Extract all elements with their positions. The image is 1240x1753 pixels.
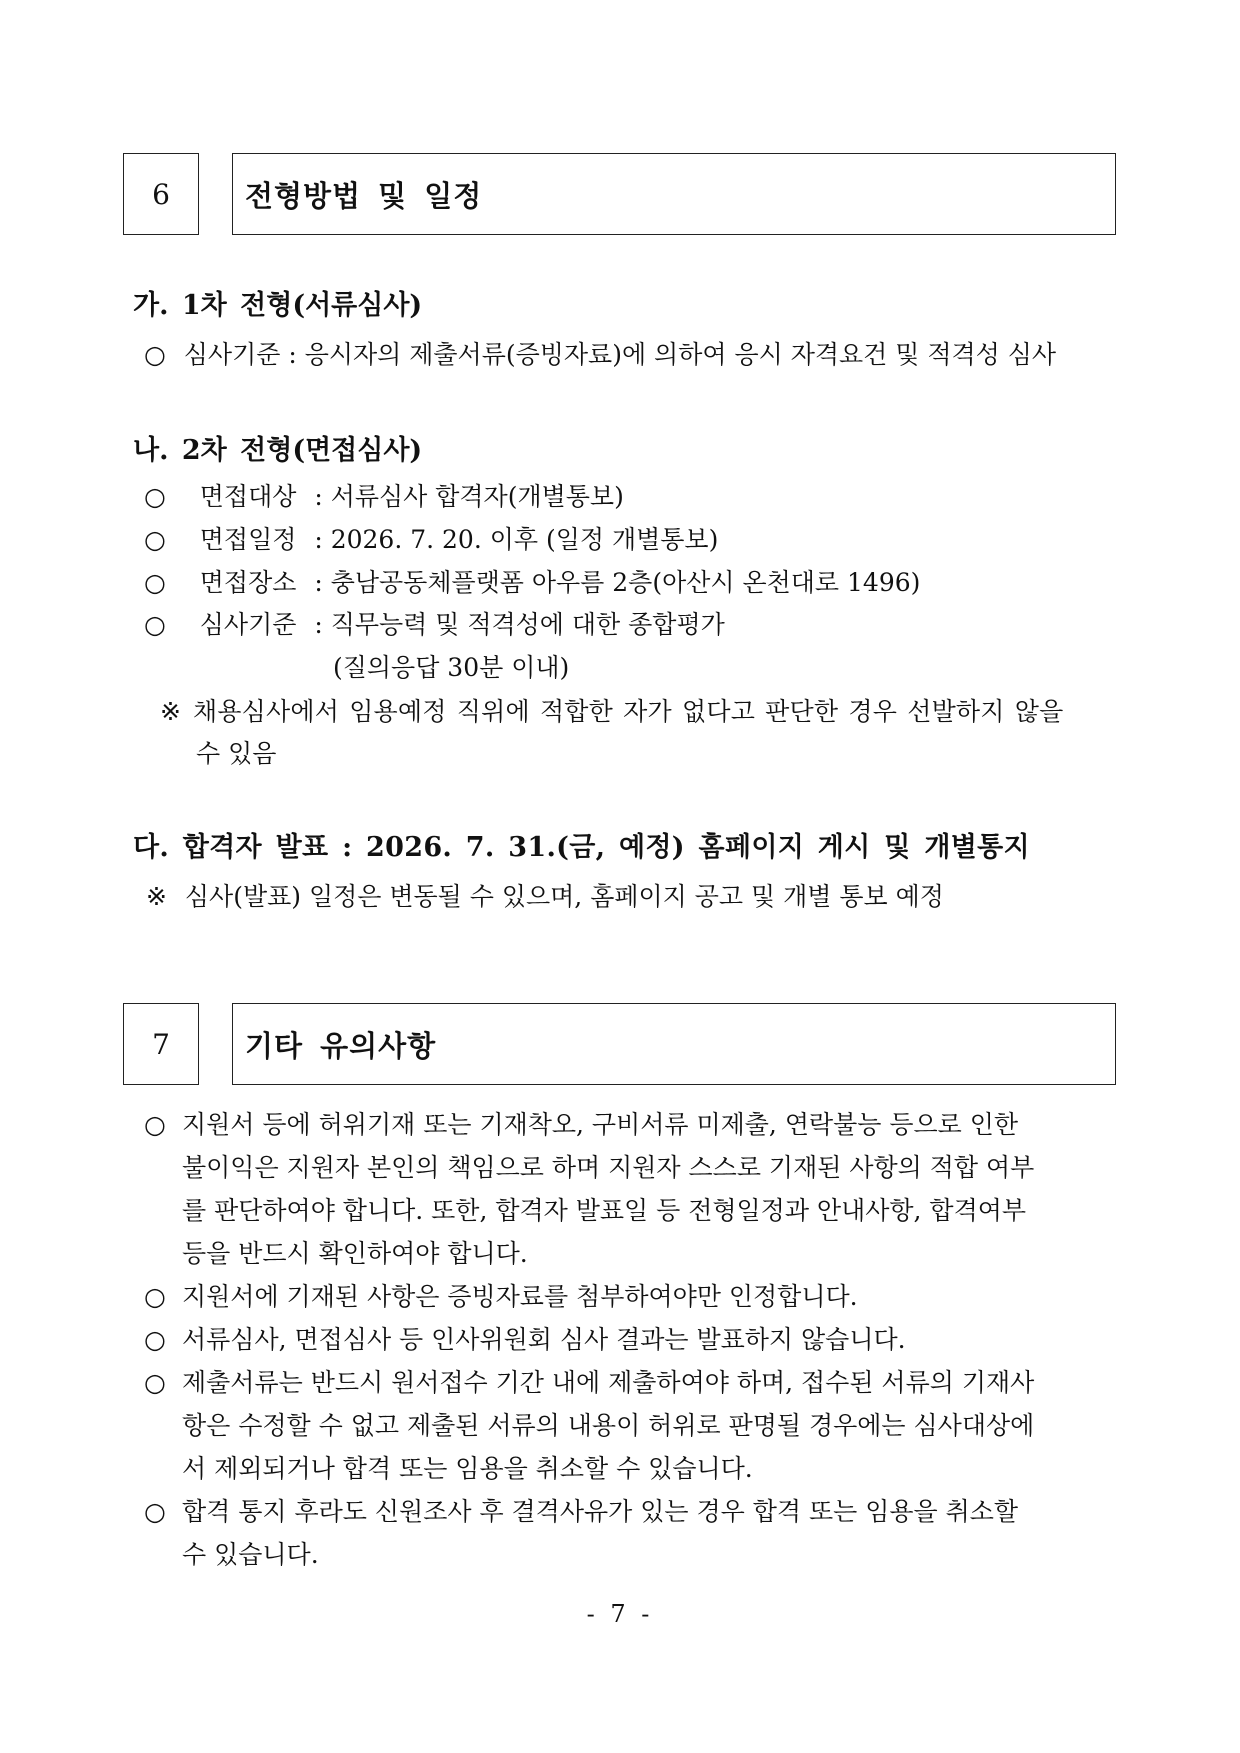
section-6-na-heading: 나. 2차 전형(면접심사) bbox=[133, 435, 423, 466]
section-6-title: 전형방법 및 일정 bbox=[245, 178, 483, 213]
s7-item-1-line-2: 불이익은 지원자 본인의 책임으로 하며 지원자 스스로 기재된 사항의 적합 여부 bbox=[182, 1153, 1035, 1182]
na-item-3-text: : 충남공동체플랫폼 아우름 2층(아산시 온천대로 1496) bbox=[314, 568, 921, 597]
section-6-number: 6 bbox=[152, 177, 170, 211]
s7-item-5-line-1: 합격 통지 후라도 신원조사 후 결격사유가 있는 경우 합격 또는 임용을 취소할 bbox=[182, 1497, 1019, 1526]
s7-item-1-line-4: 등을 반드시 확인하여야 합니다. bbox=[182, 1239, 528, 1268]
s7-item-1-line-3: 를 판단하여야 합니다. 또한, 합격자 발표일 등 전형일정과 안내사항, 합격여부 bbox=[182, 1196, 1027, 1225]
section-7-number-box bbox=[123, 1003, 199, 1085]
da-note-text: 심사(발표) 일정은 변동될 수 있으며, 홈페이지 공고 및 개별 통보 예정 bbox=[184, 882, 944, 911]
circle-bullet-icon: ○ bbox=[144, 610, 166, 639]
s7-item-5-bullet bbox=[144, 1499, 166, 1524]
section-7-number: 7 bbox=[152, 1027, 170, 1061]
s7-item-1-bullet bbox=[144, 1112, 166, 1137]
ga-item-1 bbox=[144, 342, 1056, 367]
na-item-2-text: : 2026. 7. 20. 이후 (일정 개별통보) bbox=[314, 525, 719, 554]
na-note-line-2: 수 있음 bbox=[196, 739, 277, 768]
da-note bbox=[146, 884, 944, 909]
section-6-ga-heading: 가. 1차 전형(서류심사) bbox=[133, 290, 423, 321]
na-item-4 bbox=[144, 612, 725, 637]
na-item-3-label: 면접장소 bbox=[199, 568, 297, 597]
s7-item-4-bullet bbox=[144, 1370, 166, 1395]
reference-mark-icon: ※ bbox=[146, 882, 167, 911]
page-number: - 7 - bbox=[586, 1600, 654, 1628]
section-6-number-box bbox=[123, 153, 199, 235]
s7-item-5-line-2: 수 있습니다. bbox=[182, 1540, 319, 1569]
circle-bullet-icon: ○ bbox=[144, 340, 166, 369]
circle-bullet-icon: ○ bbox=[144, 525, 166, 554]
na-item-4-label: 심사기준 bbox=[199, 610, 297, 639]
section-7-title: 기타 유의사항 bbox=[245, 1028, 437, 1063]
s7-item-3-line-1: 서류심사, 면접심사 등 인사위원회 심사 결과는 발표하지 않습니다. bbox=[182, 1325, 906, 1354]
reference-mark-icon: ※ bbox=[160, 697, 181, 726]
circle-bullet-icon: ○ bbox=[144, 1282, 166, 1311]
na-item-1-label: 면접대상 bbox=[199, 482, 297, 511]
s7-item-2-line-1: 지원서에 기재된 사항은 증빙자료를 첨부하여야만 인정합니다. bbox=[182, 1282, 858, 1311]
na-note-line-1: 채용심사에서 임용예정 직위에 적합한 자가 없다고 판단한 경우 선발하지 않을 bbox=[192, 697, 1064, 726]
circle-bullet-icon: ○ bbox=[144, 568, 166, 597]
s7-item-2-bullet bbox=[144, 1284, 166, 1309]
na-item-1-text: : 서류심사 합격자(개별통보) bbox=[314, 482, 624, 511]
na-item-2 bbox=[144, 527, 718, 552]
circle-bullet-icon: ○ bbox=[144, 1325, 166, 1354]
section-6-title-box bbox=[232, 153, 1116, 235]
na-item-1 bbox=[144, 484, 624, 509]
s7-item-4-line-3: 서 제외되거나 합격 또는 임용을 취소할 수 있습니다. bbox=[182, 1454, 753, 1483]
na-item-4-text: : 직무능력 및 적격성에 대한 종합평가 bbox=[314, 610, 725, 639]
circle-bullet-icon: ○ bbox=[144, 1368, 166, 1397]
s7-item-1-line-1: 지원서 등에 허위기재 또는 기재착오, 구비서류 미제출, 연락불능 등으로 인한 bbox=[182, 1110, 1019, 1139]
ga-item-1-text: 심사기준 : 응시자의 제출서류(증빙자료)에 의하여 응시 자격요건 및 적격성 심사 bbox=[183, 340, 1057, 369]
s7-item-4-line-1: 제출서류는 반드시 원서접수 기간 내에 제출하여야 하며, 접수된 서류의 기재사 bbox=[182, 1368, 1035, 1397]
na-item-4-continuation: (질의응답 30분 이내) bbox=[333, 653, 570, 682]
s7-item-3-bullet bbox=[144, 1327, 166, 1352]
circle-bullet-icon: ○ bbox=[144, 1110, 166, 1139]
section-6-da-heading: 다. 합격자 발표 : 2026. 7. 31.(금, 예정) 홈페이지 게시 및 개별통지 bbox=[133, 832, 1030, 863]
na-item-2-label: 면접일정 bbox=[199, 525, 297, 554]
circle-bullet-icon: ○ bbox=[144, 1497, 166, 1526]
s7-item-4-line-2: 항은 수정할 수 없고 제출된 서류의 내용이 허위로 판명될 경우에는 심사대상에 bbox=[182, 1411, 1035, 1440]
circle-bullet-icon: ○ bbox=[144, 482, 166, 511]
na-item-3 bbox=[144, 570, 920, 595]
na-note bbox=[160, 699, 1115, 724]
section-7-title-box bbox=[232, 1003, 1116, 1085]
